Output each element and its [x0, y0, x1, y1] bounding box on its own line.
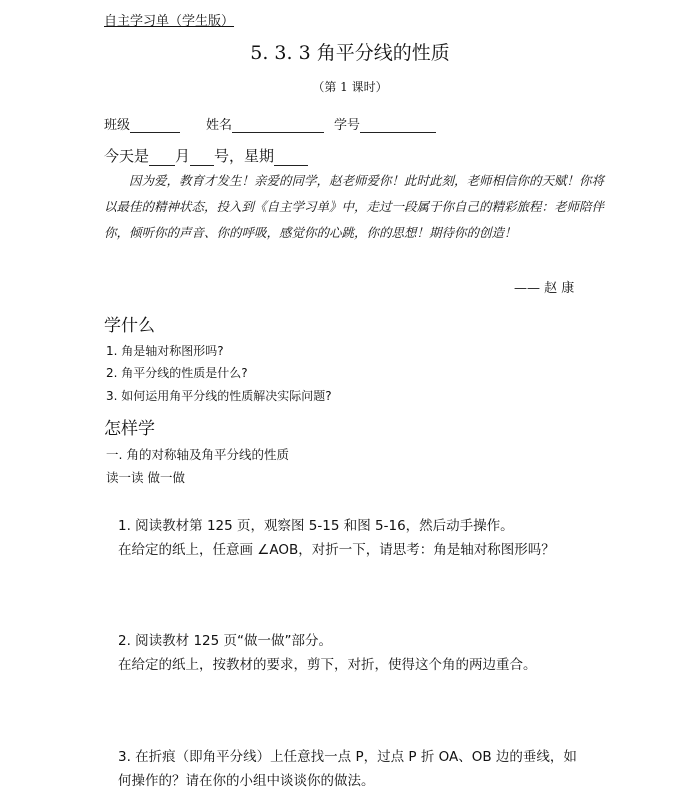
question-3: 3. 如何运用角平分线的性质解决实际问题?: [106, 389, 332, 403]
id-field: [334, 114, 436, 133]
subsection-heading: 读一读 做一做: [106, 470, 185, 485]
question-2: 2. 角平分线的性质是什么?: [106, 366, 248, 380]
question-1: 1. 角是轴对称图形吗?: [106, 344, 224, 358]
date-line: [104, 145, 308, 166]
task-3-line-1: 3. 在折痕（即角平分线）上任意找一点 P，过点 P 折 OA、OB 边的垂线，如: [118, 749, 577, 765]
header-tag: 自主学习单（学生版）: [104, 14, 235, 29]
intro-text: 因为爱，教育才发生！亲爱的同学，赵老师爱你！此时此刻，老师相信你的天赋！你将以最佳的精神状态，投入到《自主学习单》中，走过一段属于你自己的精彩旅程：老师陪伴你，倾听你的声音、你的呼吸，感觉你的心跳，你的思想！期待你的创造！: [104, 173, 605, 240]
day-label: 号，星期: [214, 147, 275, 165]
class-blank[interactable]: [130, 118, 180, 133]
page-title: 5. 3. 3 角平分线的性质: [250, 42, 450, 64]
task-3-line-2: 何操作的？请在你的小组中谈谈你的做法。: [118, 773, 375, 789]
month-label: 月: [175, 147, 191, 165]
date-prefix: 今天是: [104, 147, 150, 165]
name-label: 姓名: [206, 118, 233, 133]
signature: —— 赵 康: [514, 281, 575, 296]
name-blank[interactable]: [232, 118, 324, 133]
task-2-line-1: 2. 阅读教材 125 页“做一做”部分。: [118, 633, 333, 649]
weekday-blank[interactable]: [274, 149, 308, 166]
name-field: [206, 114, 324, 133]
learn-what-heading: 学什么: [104, 316, 155, 336]
lesson-subtitle: （第 1 课时）: [312, 80, 388, 94]
month-blank[interactable]: [149, 149, 175, 166]
task-1-line-2: 在给定的纸上，任意画 ∠AOB，对折一下，请思考：角是轴对称图形吗？: [118, 542, 555, 558]
task-1-line-1: 1. 阅读教材第 125 页，观察图 5-15 和图 5-16，然后动手操作。: [118, 518, 514, 534]
task-2-line-2: 在给定的纸上，按教材的要求，剪下，对折，使得这个角的两边重合。: [118, 657, 537, 673]
section-heading: 一. 角的对称轴及角平分线的性质: [106, 447, 289, 462]
how-learn-heading: 怎样学: [104, 419, 155, 439]
class-field: [104, 114, 180, 133]
id-blank[interactable]: [360, 118, 436, 133]
day-blank[interactable]: [190, 149, 214, 166]
intro-paragraph: [104, 168, 604, 246]
class-label: 班级: [104, 118, 131, 133]
id-label: 学号: [334, 118, 361, 133]
